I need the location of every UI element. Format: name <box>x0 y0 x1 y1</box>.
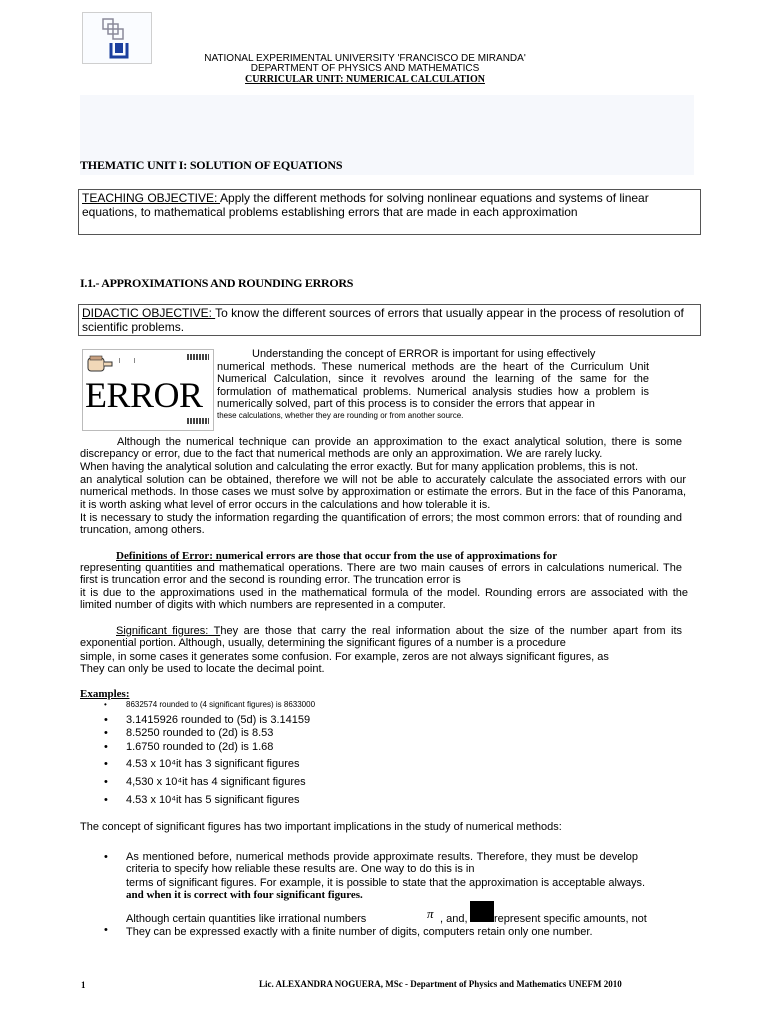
list-item: • 4.53 x 10⁴it has 5 significant figures <box>104 794 300 806</box>
list-item: • 8632574 rounded to (4 significant figures) is 8633000 <box>104 700 316 709</box>
list-item: • 3.1415926 rounded to (5d) is 3.14159 <box>104 714 311 726</box>
intro-small-text: these calculations, whether they are rounding or from another source. <box>217 411 464 420</box>
footer-author: Lic. ALEXANDRA NOGUERA, MSc - Department of Physics and Mathematics UNEFM 2010 <box>259 979 622 989</box>
examples-list <box>104 700 626 812</box>
list-item: • 4,530 x 10⁴it has 4 significant figures <box>104 776 306 788</box>
small-caption-icon <box>187 354 209 360</box>
bullet-icon: • <box>104 851 108 863</box>
examples-label: Examples: <box>80 688 130 700</box>
intro-first-line: Understanding the concept of ERROR is important for using effectively <box>252 348 596 360</box>
teaching-objective-box <box>78 189 701 235</box>
header-university: NATIONAL EXPERIMENTAL UNIVERSITY 'FRANCISCO DE MIRANDA' <box>204 53 526 64</box>
header-curricular-unit: CURRICULAR UNIT: NUMERICAL CALCULATION <box>245 74 485 85</box>
list-item: • 4.53 x 10⁴it has 3 significant figures <box>104 758 300 770</box>
significant-figures-paragraph <box>80 625 682 650</box>
error-word: ERROR <box>85 375 203 415</box>
redacted-symbol <box>470 901 494 922</box>
didactic-objective-box <box>78 304 701 336</box>
pi-symbol: π <box>427 906 434 921</box>
pointing-hand-icon <box>86 352 114 376</box>
header-department: DEPARTMENT OF PHYSICS AND MATHEMATICS <box>250 63 480 74</box>
definitions-text: representing quantities and mathematical operations. There are two main causes of errors in calculations numerical. The first is truncation error and the second is rounding error. The truncation error is <box>80 562 682 587</box>
implication-2-text-2: They can be expressed exactly with a finite number of digits, computers retain only one number. <box>126 926 593 938</box>
list-item: • 1.6750 rounded to (2d) is 1.68 <box>104 741 274 753</box>
significant-figures-text: hey are those that carry the real information about the size of the number apart from its exponential portion. Although, usually, determining the significant figures of a number is a procedure <box>80 625 682 650</box>
teaching-objective-text: Apply the different methods for solving nonlinear equations and systems of linear equations, to mathematical problems establishing errors that are made in each approximation <box>82 191 649 219</box>
implication-1-text: As mentioned before, numerical methods provide approximate results. Therefore, they must be develop criteria to specify how reliable these results are. One way to do this is in <box>126 851 638 876</box>
implication-2-text-b: represent specific amounts, not <box>494 913 647 925</box>
significant-figures-text-3: They can only be used to locate the decimal point. <box>80 663 325 675</box>
paragraph-discrepancy: Although the numerical technique can provide an approximation to the exact analytical solution, there is some discrepancy or error, due to the fact that numerical methods are only an approximation. We are rarely lucky. <box>80 436 682 461</box>
paragraph-quantification: It is necessary to study the information regarding the quantification of errors; the most common errors: that of rounding and truncation, among others. <box>80 512 682 537</box>
university-logo-icon <box>83 13 151 63</box>
implication-1-text-2: terms of significant figures. For example, it is possible to state that the approximation is acceptable always. <box>126 877 646 889</box>
implication-2-text-a: Although certain quantities like irrational numbers <box>126 913 367 925</box>
implication-2-and: , and, <box>440 913 468 925</box>
significant-figures-label: Significant figures: T <box>116 625 221 637</box>
list-item: • 8.5250 rounded to (2d) is 8.53 <box>104 727 274 739</box>
definitions-bold-text: umerical errors are those that occur from the use of approximations for <box>221 550 558 562</box>
implication-1-bold: and when it is correct with four significant figures. <box>126 889 363 901</box>
teaching-objective-label: TEACHING OBJECTIVE: <box>82 191 221 205</box>
definitions-label: Definitions of Error: n <box>116 550 222 562</box>
page-number: 1 <box>81 980 86 990</box>
sound-lines-icon <box>119 358 135 363</box>
intro-text: numerical methods. These numerical methods are the heart of the Curriculum Unit Numerical Calculation, since it revolves around the learning of the same for the formulation of mathematical problems. Numerical analysis studies how a problem is numerically solved, part of this process is to consider the errors that appear in <box>217 361 649 410</box>
error-illustration <box>82 349 214 431</box>
definitions-heading <box>116 550 557 562</box>
university-logo <box>82 12 152 64</box>
section-title: I.1.- APPROXIMATIONS AND ROUNDING ERRORS <box>80 276 354 290</box>
didactic-objective-label: DIDACTIC OBJECTIVE: <box>82 306 216 320</box>
small-footer-icon <box>187 418 209 424</box>
bullet-icon: • <box>104 924 108 936</box>
significant-figures-text-2: simple, in some cases it generates some confusion. For example, zeros are not always significant figures, as <box>80 651 609 663</box>
didactic-objective-text: To know the different sources of errors that usually appear in the process of resolution of scientific problems. <box>82 306 684 334</box>
concept-line: The concept of significant figures has two important implications in the study of numerical methods: <box>80 821 562 833</box>
definitions-text-2: it is due to the approximations used in the mathematical formula of the model. Rounding errors are associated with the limited number of digits with which numbers are represented in a computer. <box>80 587 688 612</box>
paragraph-analytical: When having the analytical solution and calculating the error exactly. But for many application problems, this is not. <box>80 461 639 473</box>
thematic-unit-title: THEMATIC UNIT I: SOLUTION OF EQUATIONS <box>80 158 343 172</box>
paragraph-approximation: an analytical solution can be obtained, therefore we will not be able to accurately calculate the associated errors with our numerical methods. In those cases we must solve by approximation or estimate the errors. But in the face of this Panorama, it is worth asking what level of error occurs in the calculations and how tolerable it is. <box>80 474 686 511</box>
